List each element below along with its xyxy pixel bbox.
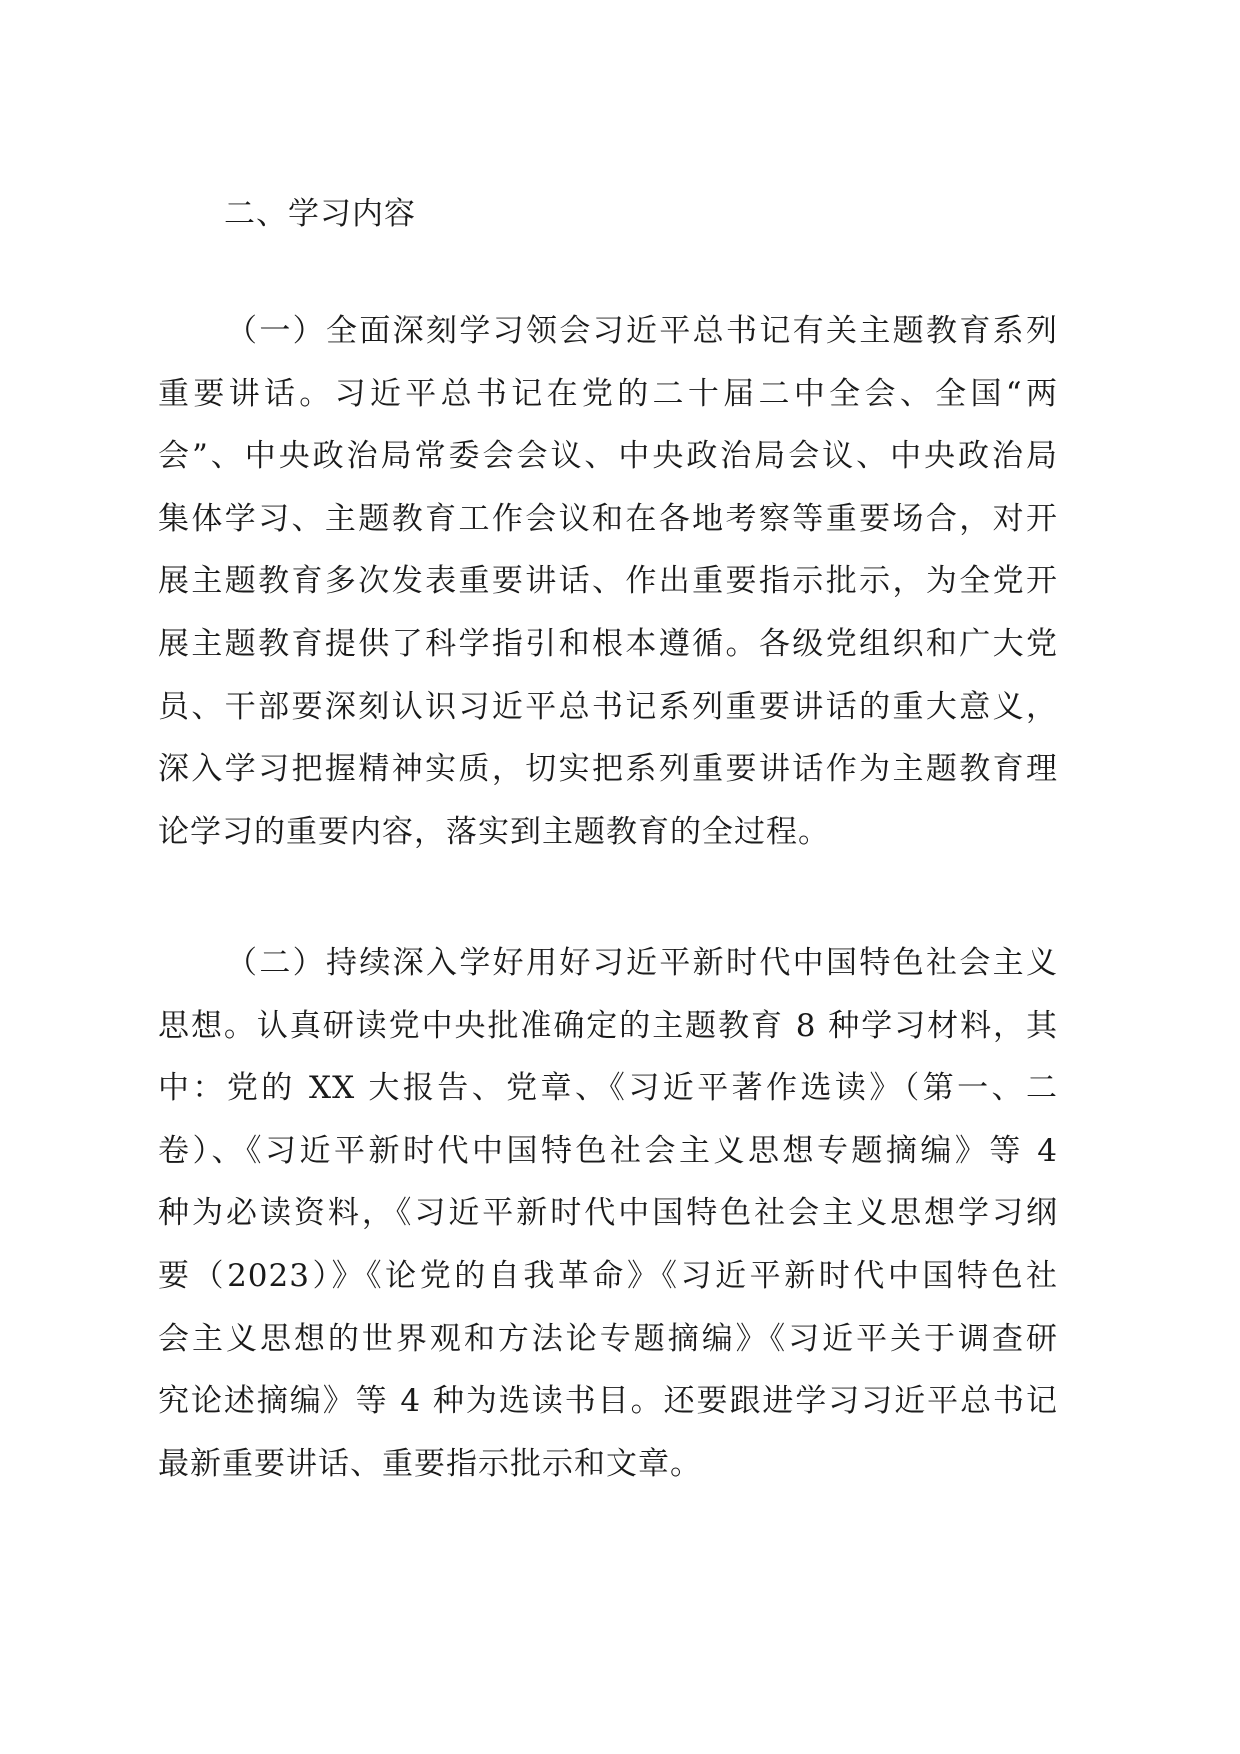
paragraph-line: 集体学习、主题教育工作会议和在各地考察等重要场合，对开 [158,500,1058,537]
paragraph-line: 会”、中央政治局常委会会议、中央政治局会议、中央政治局 [158,438,1058,475]
paragraph-line: 种为必读资料，《习近平新时代中国特色社会主义思想学习纲 [158,1195,1058,1232]
paragraph-line: （二）持续深入学好用好习近平新时代中国特色社会主义 [226,945,1058,981]
paragraph-line: 重要讲话。习近平总书记在党的二十届二中全会、全国“两 [158,375,1058,412]
paragraph-line: 展主题教育提供了科学指引和根本遵循。各级党组织和广大党 [158,625,1058,662]
paragraph-line: 深入学习把握精神实质，切实把系列重要讲话作为主题教育理 [158,751,1058,788]
paragraph-line: 思想。认真研读党中央批准确定的主题教育 8 种学习材料，其 [158,1007,1058,1044]
paragraph-2 [158,932,1058,1495]
paragraph-1 [158,300,1058,863]
paragraph-line: 员、干部要深刻认识习近平总书记系列重要讲话的重大意义， [158,688,1058,725]
paragraph-line: 究论述摘编》等 4 种为选读书目。还要跟进学习习近平总书记 [158,1383,1058,1420]
paragraph-line: 要（2023）》《论党的自我革命》《习近平新时代中国特色社 [158,1257,1058,1294]
paragraph-line: 中：党的 XX 大报告、党章、《习近平著作选读》（第一、二 [158,1070,1058,1107]
paragraph-line: 展主题教育多次发表重要讲话、作出重要指示批示，为全党开 [158,563,1058,600]
section-heading: 二、学习内容 [224,196,416,232]
paragraph-line: 卷）、《习近平新时代中国特色社会主义思想专题摘编》等 4 [158,1132,1058,1169]
paragraph-line: （一）全面深刻学习领会习近平总书记有关主题教育系列 [226,313,1058,349]
paragraph-line: 最新重要讲话、重要指示批示和文章。 [158,1445,702,1482]
paragraph-line: 会主义思想的世界观和方法论专题摘编》《习近平关于调查研 [158,1320,1058,1357]
paragraph-line: 论学习的重要内容，落实到主题教育的全过程。 [158,813,830,850]
